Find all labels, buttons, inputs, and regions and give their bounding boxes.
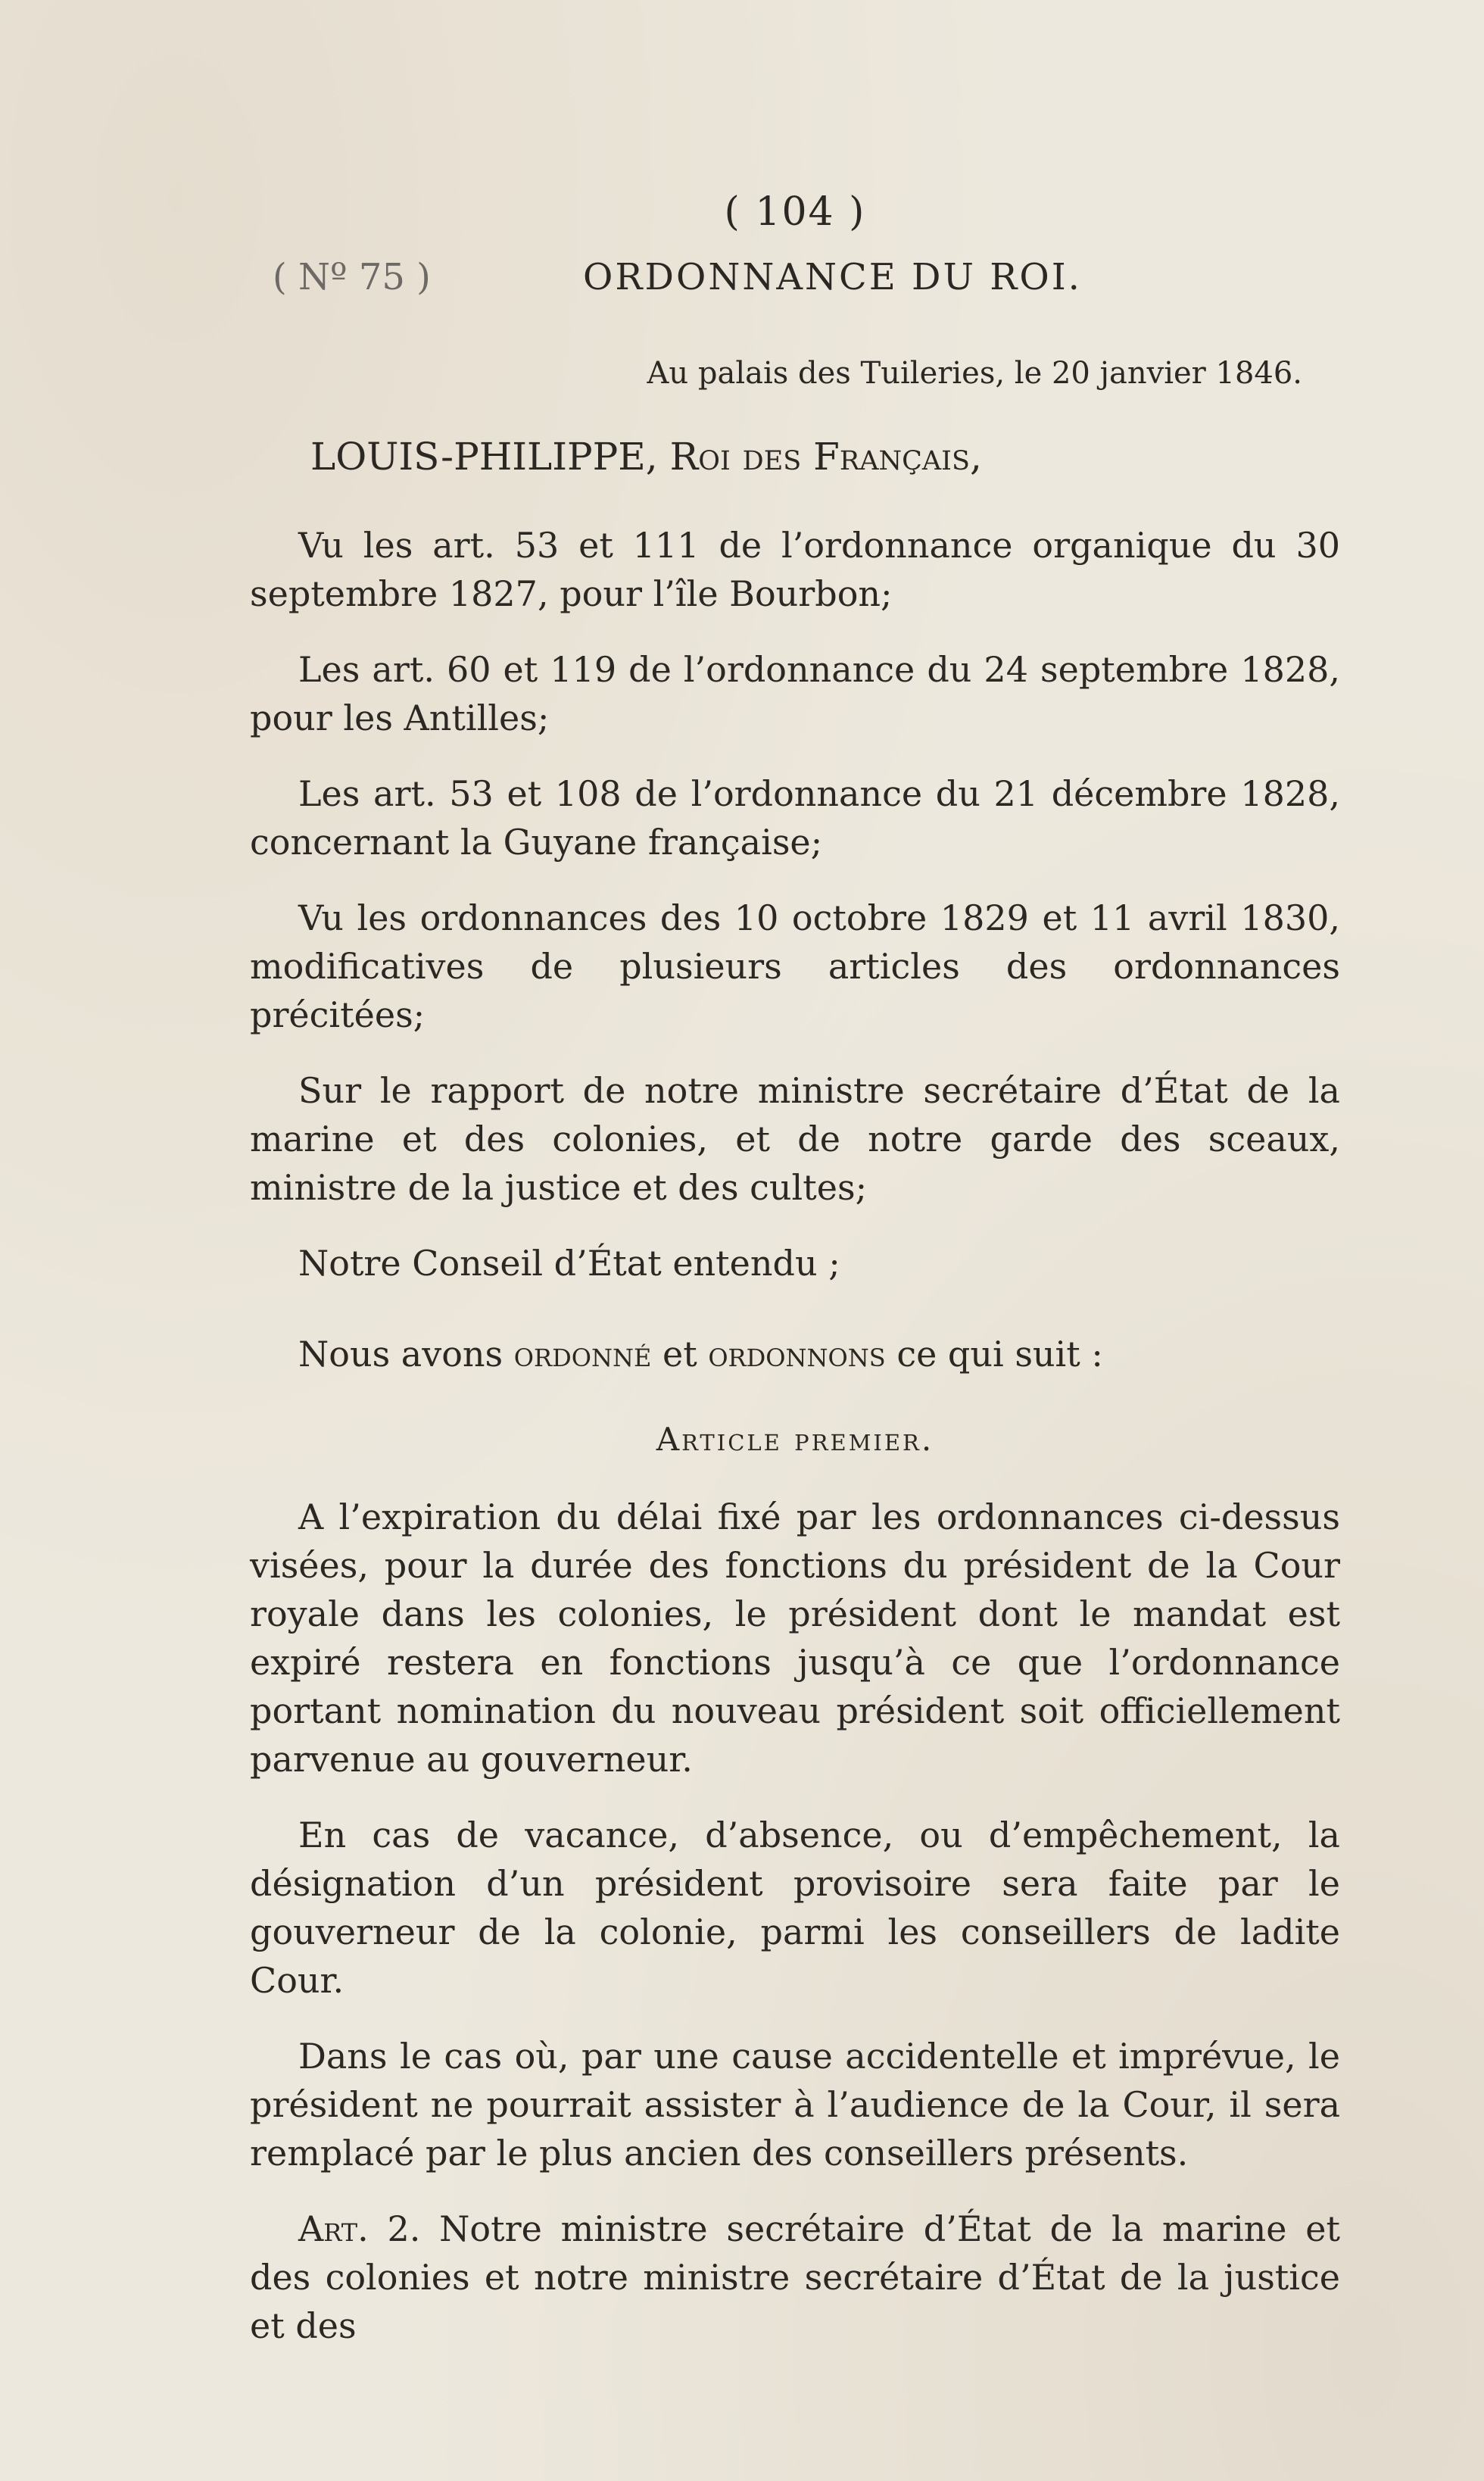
article-2-paragraph (250, 2205, 1340, 2350)
decree-ordonne: ordonné (513, 1334, 652, 1375)
council-line: Notre Conseil d’État entendu ; (298, 1243, 840, 1284)
king-name: LOUIS-PHILIPPE, (310, 435, 658, 479)
document-header (250, 256, 1340, 309)
article-1-paragraph: A l’expiration du délai fixé par les ordonnances ci-dessus visées, pour la durée des fonctions du président de la Cour royale dans les colonies, le président dont le mandat est expiré restera en fonctions jusqu’à ce que l’ordonnance portant nomination du nouveau président soit officiellement parvenue au gouverneur. (250, 1496, 1340, 1780)
document-body (250, 189, 1340, 2377)
document-title: ORDONNANCE DU ROI. (583, 256, 1082, 298)
date-line: Au palais des Tuileries, le 20 janvier 1846. (647, 356, 1302, 391)
king-line (310, 435, 1340, 479)
preamble-paragraph: Les art. 53 et 108 de l’ordonnance du 21 décembre 1828, concernant la Guyane française; (250, 773, 1340, 863)
article-1-paragraph: En cas de vacance, d’absence, ou d’empêchement, la désignation d’un président provisoire sera faite par le gouverneur de la colonie, parmi les conseillers de ladite Cour. (250, 1815, 1340, 2001)
decree-suffix: ce qui suit : (896, 1334, 1103, 1375)
preamble-paragraph: Les art. 60 et 119 de l’ordonnance du 24 septembre 1828, pour les Antilles; (250, 649, 1340, 738)
article-2-label: Art. 2. (298, 2208, 421, 2249)
page-number: ( 104 ) (724, 189, 866, 235)
decree-ordonnons: ordonnons (708, 1334, 886, 1375)
king-title: Roi des Français, (669, 435, 982, 479)
decree-prefix: Nous avons (298, 1334, 504, 1375)
document-number: ( Nº 75 ) (273, 256, 431, 298)
preamble-paragraph: Vu les ordonnances des 10 octobre 1829 et 11 avril 1830, modificatives de plusieurs articles des ordonnances précitées; (250, 897, 1340, 1035)
preamble-paragraph: Vu les art. 53 et 111 de l’ordonnance organique du 30 septembre 1827, pour l’île Bourbon; (250, 525, 1340, 614)
article-heading: Article premier. (656, 1421, 934, 1458)
article-1-paragraph: Dans le cas où, par une cause accidentelle et imprévue, le président ne pourrait assister à l’audience de la Cour, il sera remplacé par le plus ancien des conseillers présents. (250, 2036, 1340, 2174)
decree-et: et (662, 1334, 697, 1375)
preamble-paragraph: Sur le rapport de notre ministre secrétaire d’État de la marine et des colonies, et de notre garde des sceaux, ministre de la justice et des cultes; (250, 1070, 1340, 1208)
decree-line (250, 1330, 1340, 1378)
article-2-text: Notre ministre secrétaire d’État de la marine et des colonies et notre ministre secrétaire d’État de la justice et des (250, 2208, 1340, 2346)
